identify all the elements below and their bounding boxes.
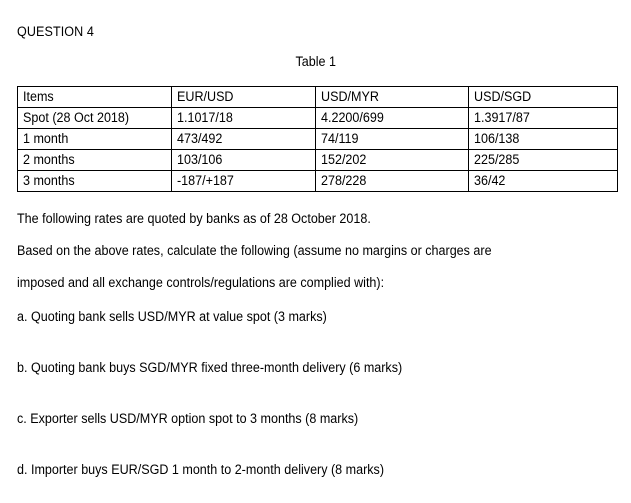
table-cell-eur-usd-text: 103/106 [177, 152, 223, 167]
table-cell-usd-sgd [469, 108, 618, 129]
table-cell-label [18, 150, 172, 171]
table-cell-label [18, 171, 172, 192]
table-cell-label [18, 108, 172, 129]
table-cell-usd-sgd-text: 1.3917/87 [474, 110, 530, 125]
table-cell-eur-usd [172, 171, 316, 192]
table-caption [0, 54, 631, 69]
table-cell-label [18, 129, 172, 150]
table-cell-eur-usd [172, 108, 316, 129]
page-title: QUESTION 4 [17, 24, 94, 39]
table-header-items [18, 87, 172, 108]
table-header-usd-myr [316, 87, 469, 108]
table-header-eur-usd-label: EUR/USD [177, 89, 234, 104]
table-cell-usd-sgd [469, 171, 618, 192]
table-cell-usd-myr [316, 150, 469, 171]
table-header-row [18, 87, 618, 108]
fx-rates-table [17, 86, 618, 192]
table-cell-usd-sgd-text: 36/42 [474, 173, 506, 188]
table-cell-usd-sgd-text: 225/285 [474, 152, 520, 167]
question-item-d: d. Importer buys EUR/SGD 1 month to 2-month delivery (8 marks) [17, 462, 385, 477]
table-cell-eur-usd-text: 1.1017/18 [177, 110, 233, 125]
table-header-usd-sgd-label: USD/SGD [474, 89, 532, 104]
instruction-paragraph-line-2: imposed and all exchange controls/regulations are complied with): [17, 275, 385, 290]
table-cell-usd-sgd [469, 129, 618, 150]
table-cell-eur-usd-text: 473/492 [177, 131, 223, 146]
table-header-items-label: Items [23, 89, 54, 104]
table-header-usd-sgd [469, 87, 618, 108]
question-item-c: c. Exporter sells USD/MYR option spot to 3 months (8 marks) [17, 411, 359, 426]
question-item-b: b. Quoting bank buys SGD/MYR fixed three-month delivery (6 marks) [17, 360, 403, 375]
table-cell-usd-myr-text: 4.2200/699 [321, 110, 384, 125]
table-row [18, 108, 618, 129]
table-cell-usd-myr-text: 152/202 [321, 152, 367, 167]
table-cell-usd-myr-text: 278/228 [321, 173, 367, 188]
table-cell-label-text: 2 months [23, 152, 75, 167]
table-cell-usd-sgd-text: 106/138 [474, 131, 520, 146]
table-caption-label: Table 1 [295, 54, 336, 69]
intro-paragraph: The following rates are quoted by banks as of 28 October 2018. [17, 211, 371, 226]
table-cell-usd-sgd [469, 150, 618, 171]
table-cell-usd-myr [316, 171, 469, 192]
table-cell-eur-usd [172, 129, 316, 150]
table-cell-usd-myr [316, 108, 469, 129]
table-cell-usd-myr [316, 129, 469, 150]
table-cell-label-text: 3 months [23, 173, 75, 188]
table-row [18, 129, 618, 150]
table-row [18, 150, 618, 171]
table-header-usd-myr-label: USD/MYR [321, 89, 379, 104]
table-cell-usd-myr-text: 74/119 [321, 131, 359, 146]
table-header-eur-usd [172, 87, 316, 108]
table-cell-label-text: Spot (28 Oct 2018) [23, 110, 130, 125]
question-item-a: a. Quoting bank sells USD/MYR at value spot (3 marks) [17, 309, 327, 324]
table-row [18, 171, 618, 192]
instruction-paragraph-line-1: Based on the above rates, calculate the following (assume no margins or charges are [17, 243, 492, 258]
table-cell-label-text: 1 month [23, 131, 69, 146]
table-cell-eur-usd-text: -187/+187 [177, 173, 234, 188]
table-cell-eur-usd [172, 150, 316, 171]
